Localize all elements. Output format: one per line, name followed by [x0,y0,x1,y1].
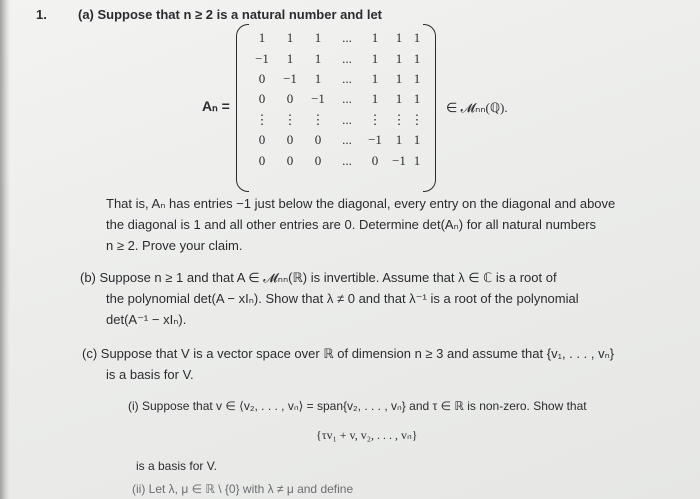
matrix-entry: ⋮ [392,111,406,127]
matrix-entry: ⋮ [311,111,325,127]
part-b-line-1: (b) Suppose n ≥ 1 and that A ∈ 𝓜ₙₙ(ℝ) is invertible. Assume that λ ∈ ℂ is a root of [80,270,557,285]
part-c-line-2: is a basis for V. [106,367,194,382]
matrix-row [248,69,424,89]
matrix-row [248,48,424,68]
matrix-entry: −1 [392,152,406,168]
right-bracket [423,24,436,192]
problem-number: 1. [36,7,47,22]
matrix-entry: 1 [286,30,294,46]
matrix-entry: ⋮ [368,111,382,127]
matrix-entry: 1 [395,50,403,66]
matrix-row [248,150,424,170]
part-a-line-1: That is, Aₙ has entries −1 just below the diagonal, every entry on the diagonal and above [106,196,616,211]
matrix-entry: ... [342,152,352,168]
part-c-ii-line: (ii) Let λ, μ ∈ ℝ \ {0} with λ ≠ μ and define [132,482,354,496]
part-b-line-2: the polynomial det(A − xIₙ). Show that λ ≠ 0 and that λ⁻¹ is a root of the polynomial [106,291,579,306]
part-a-line-3: n ≥ 2. Prove your claim. [106,238,243,253]
matrix-A-n [236,24,436,190]
matrix-entry: 0 [371,152,379,168]
matrix-entry: 1 [314,50,322,66]
page-edge-shadow [0,0,10,499]
matrix-entry: 1 [371,50,379,66]
part-c-i-end: is a basis for V. [136,459,217,473]
matrix-entry: 1 [371,30,379,46]
matrix-row [248,89,424,109]
matrix-entry: 1 [395,91,403,107]
matrix-entry: 0 [258,152,266,168]
matrix-entry: 1 [413,91,421,107]
matrix-row [248,110,424,130]
matrix-entry: ... [342,91,352,107]
matrix-entries [248,28,424,171]
matrix-entry: 1 [413,70,421,86]
matrix-entry: ... [342,50,352,66]
matrix-entry: 0 [314,152,322,168]
matrix-entry: 1 [413,30,421,46]
matrix-entry: ⋮ [255,111,269,127]
matrix-entry: 1 [413,132,421,148]
matrix-entry: 1 [258,30,266,46]
matrix-entry: 1 [314,70,322,86]
matrix-entry: ... [342,111,352,127]
matrix-set: ∈ 𝓜ₙₙ(ℚ). [446,100,508,115]
matrix-entry: −1 [255,50,269,66]
matrix-entry: −1 [368,132,382,148]
matrix-entry: 1 [395,30,403,46]
matrix-label: Aₙ = [202,98,230,114]
part-c-i-line: (i) Suppose that v ∈ ⟨v₂, . . . , vₙ⟩ = span{v₂, . . . , vₙ} and τ ∈ ℝ is non-zero. Show that [128,399,587,413]
part-a-intro: (a) Suppose that n ≥ 2 is a natural number and let [78,7,383,22]
matrix-entry: 1 [314,30,322,46]
matrix-entry: 0 [258,132,266,148]
matrix-entry: 1 [413,152,421,168]
matrix-entry: ... [342,30,352,46]
matrix-entry: −1 [283,70,297,86]
matrix-entry: ⋮ [410,111,424,127]
part-c-i-set: {τv₁ + v, v₂, . . . , vₙ} [316,428,418,442]
matrix-entry: −1 [311,91,325,107]
matrix-entry: 0 [258,91,266,107]
matrix-entry: ⋮ [283,111,297,127]
matrix-entry: ... [342,132,352,148]
matrix-entry: 0 [286,132,294,148]
matrix-entry: 0 [258,70,266,86]
matrix-entry: 1 [395,70,403,86]
matrix-entry: 0 [286,91,294,107]
matrix-entry: 1 [286,50,294,66]
part-a-line-2: the diagonal is 1 and all other entries are 0. Determine det(Aₙ) for all natural numbers [106,217,597,232]
matrix-row [248,28,424,48]
matrix-row [248,130,424,150]
matrix-entry: ... [342,70,352,86]
matrix-entry: 0 [314,132,322,148]
matrix-entry: 1 [371,91,379,107]
matrix-entry: 1 [413,50,421,66]
matrix-entry: 0 [286,152,294,168]
part-b-line-3: det(A⁻¹ − xIₙ). [106,312,187,327]
matrix-entry: 1 [371,70,379,86]
matrix-entry: 1 [395,132,403,148]
part-c-line-1: (c) Suppose that V is a vector space over ℝ of dimension n ≥ 3 and assume that {v₁, . . . , vₙ} [82,346,615,361]
